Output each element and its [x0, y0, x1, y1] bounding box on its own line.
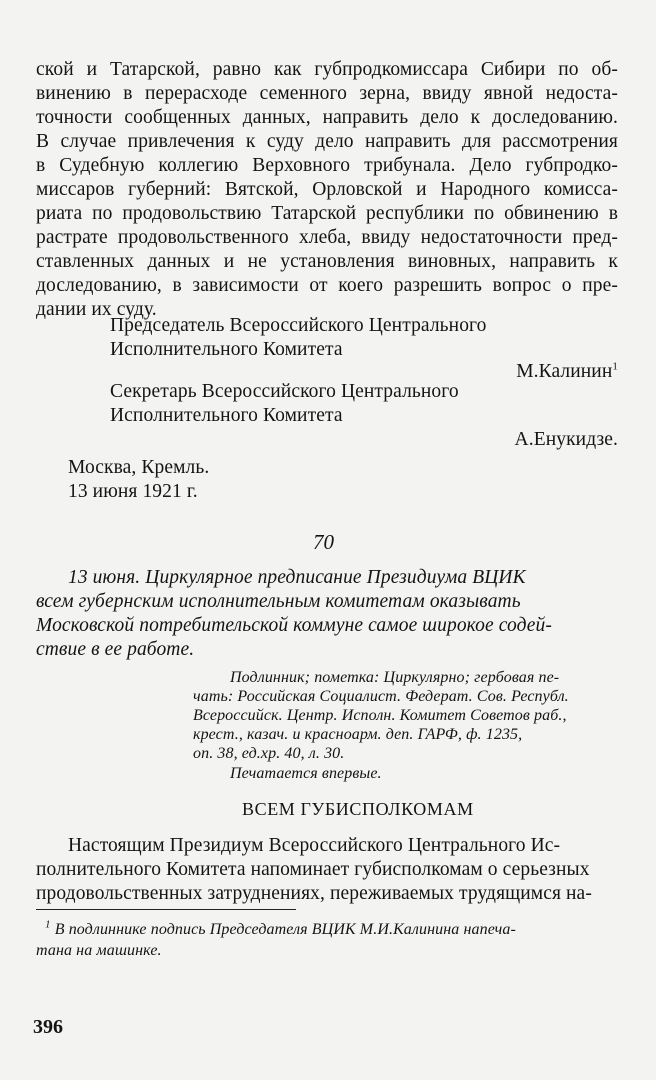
secretary-title: Секретарь Всероссийского Центрального	[110, 381, 459, 402]
text-line: риата по продовольствию Татарской республики по обвинению в	[36, 203, 618, 224]
secretary-name: А.Енукидзе.	[514, 429, 618, 450]
text-line: ской и Татарской, равно как губпродкомиссара Сибири по об-	[36, 59, 618, 80]
footnote-divider	[36, 909, 296, 910]
text-line: дании их суду.	[36, 299, 157, 320]
document-number: 70	[313, 530, 334, 554]
text-line: доследованию, в зависимости от коего разрешить вопрос о пре-	[36, 275, 618, 296]
chairman-name: М.Калинин	[516, 361, 613, 382]
address-heading: ВСЕМ ГУБИСПОЛКОМАМ	[242, 799, 474, 819]
text-line: винению в перерасходе семенного зерна, ввиду явной недоста-	[36, 83, 618, 104]
archival-note-line: Подлинник; пометка: Циркулярно; гербовая пе-	[230, 669, 560, 686]
chairman-title: Исполнительного Комитета	[110, 339, 343, 360]
footnote-line	[45, 920, 516, 939]
text-line: Настоящим Президиум Всероссийского Центрального Ис-	[68, 835, 561, 856]
text-line: растрате продовольственного хлеба, ввиду недостаточности пред-	[36, 227, 618, 248]
summary-line: всем губернским исполнительным комитетам оказывать	[36, 591, 521, 612]
text-line: ставленных данных и не установления виновных, направить к	[36, 251, 618, 272]
text-line: миссаров губерний: Вятской, Орловской и Народного комисса-	[36, 179, 618, 200]
summary-line: Московской потребительской коммуне самое широкое содей-	[36, 615, 552, 636]
place: Москва, Кремль.	[68, 457, 210, 478]
archival-note-line: крест., казач. и красноарм. деп. ГАРФ, ф. 1235,	[193, 726, 523, 743]
publication-note: Печатается впервые.	[230, 765, 382, 782]
text-line: полнительного Комитета напоминает губисполкомам о серьезных	[36, 859, 590, 880]
archival-note-line: чать: Российская Социалист. Федерат. Сов. Республ.	[193, 688, 569, 705]
summary-line: 13 июня. Циркулярное предписание Президиума ВЦИК	[68, 567, 526, 588]
date: 13 июня 1921 г.	[68, 481, 198, 502]
footnote-mark: 1	[45, 918, 51, 931]
text-line: точности сообщенных данных, направить дело к доследованию.	[36, 107, 618, 128]
text-line: в Судебную коллегию Верховного трибунала. Дело губпродко-	[36, 155, 618, 176]
footnote-line: тана на машинке.	[36, 942, 162, 959]
secretary-title: Исполнительного Комитета	[110, 405, 343, 426]
archival-note-line: оп. 38, ед.хр. 40, л. 30.	[193, 745, 345, 762]
footnote-text: В подлиннике подпись Председателя ВЦИК М.И.Калинина напеча-	[54, 921, 516, 938]
chairman-title: Председатель Всероссийского Центрального	[110, 315, 487, 336]
page-number: 396	[33, 1016, 63, 1038]
summary-line: ствие в ее работе.	[36, 639, 195, 660]
text-line: В случае привлечения к суду дело направить для рассмотрения	[36, 131, 618, 152]
footnote-ref: 1	[612, 360, 618, 373]
archival-note-line: Всероссийск. Центр. Исполн. Комитет Советов раб.,	[193, 707, 567, 724]
text-line: продовольственных затруднениях, переживаемых трудящимся на-	[36, 883, 592, 904]
chairman-signature	[516, 360, 618, 384]
